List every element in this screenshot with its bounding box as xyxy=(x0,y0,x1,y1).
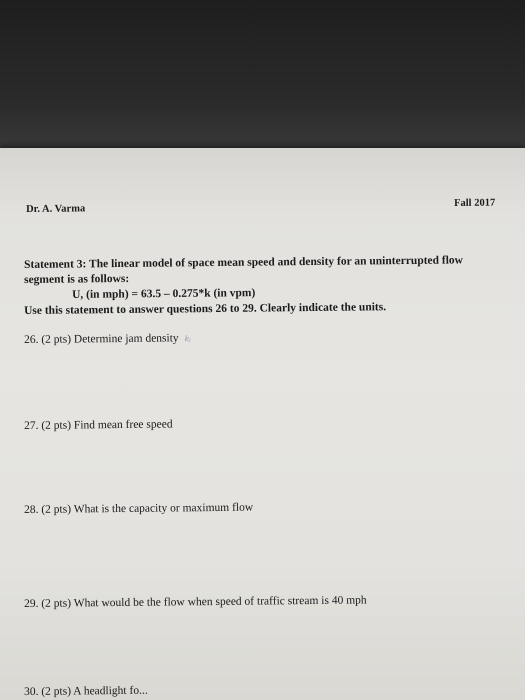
question-27: 27. (2 pts) Find mean free speed xyxy=(24,418,173,432)
author-name: Dr. A. Varma xyxy=(26,203,86,215)
statement-line-1: Statement 3: The linear model of space mean speed and density for an uninterrupted flow xyxy=(24,254,464,271)
dark-background xyxy=(0,0,525,150)
exam-sheet xyxy=(0,148,525,700)
term-label: Fall 2017 xyxy=(454,197,496,209)
question-26-text: 26. (2 pts) Determine jam density xyxy=(24,332,179,346)
question-30: 30. (2 pts) A headlight fo... xyxy=(24,684,148,698)
handwritten-note: kⱼ xyxy=(184,334,191,344)
statement-equation: U, (in mph) = 63.5 – 0.275*k (in vpm) xyxy=(72,287,256,301)
statement-line-2: segment is as follows: xyxy=(24,272,130,286)
question-28: 28. (2 pts) What is the capacity or maximum flow xyxy=(24,501,254,516)
question-29: 29. (2 pts) What would be the flow when speed of traffic stream is 40 mph xyxy=(24,594,367,610)
statement-line-4: Use this statement to answer questions 26 to 29. Clearly indicate the units. xyxy=(24,301,387,317)
question-26 xyxy=(24,332,191,346)
